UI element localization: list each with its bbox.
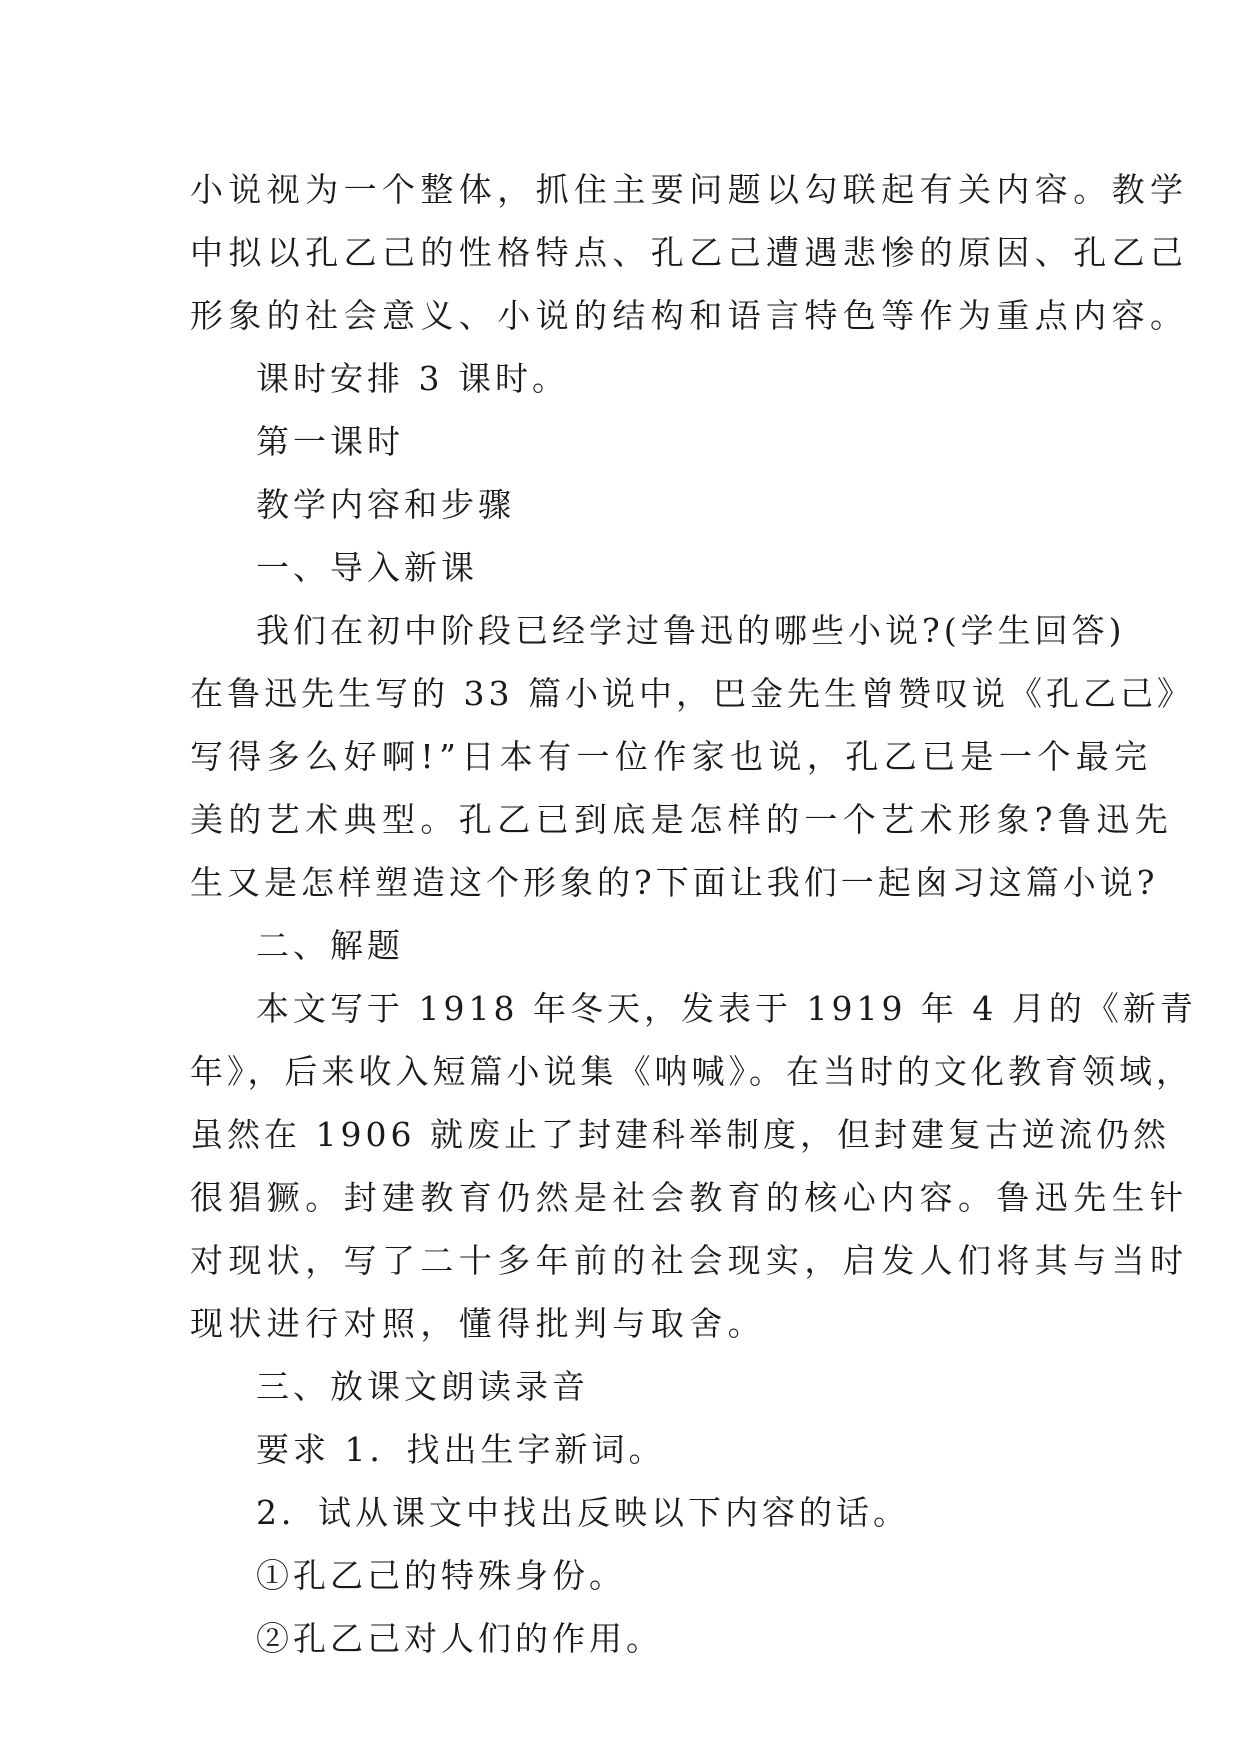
section-heading: 二、解题 <box>256 926 404 965</box>
list-item: ①孔乙己的特殊身份。 <box>256 1556 626 1595</box>
text-line: 美的艺术典型。孔乙已到底是怎样的一个艺术形象?鲁迅先 <box>190 800 1174 839</box>
list-item: ②孔乙己对人们的作用。 <box>256 1619 663 1658</box>
text-line: 中拟以孔乙己的性格特点、孔乙己遭遇悲惨的原因、孔乙己 <box>190 233 1189 272</box>
text-line: 对现状，写了二十多年前的社会现实，启发人们将其与当时 <box>190 1241 1189 1280</box>
section-heading: 教学内容和步骤 <box>256 485 515 524</box>
text-line: 要求 1．找出生字新词。 <box>256 1430 666 1469</box>
text-line: 2．试从课文中找出反映以下内容的话。 <box>256 1493 910 1532</box>
text-line: 虽然在 1906 就废止了封建科举制度，但封建复古逆流仍然 <box>190 1115 1170 1154</box>
text-line: 在鲁迅先生写的 33 篇小说中，巴金先生曾赞叹说《孔乙己》 <box>190 674 1194 713</box>
section-heading: 三、放课文朗读录音 <box>256 1367 589 1406</box>
body-text <box>190 158 1197 1670</box>
text-line: 小说视为一个整体，抓住主要问题以勾联起有关内容。教学 <box>190 170 1189 209</box>
text-line: 写得多么好啊!”日本有一位作家也说，孔乙已是一个最完 <box>190 737 1153 776</box>
text-line: 很猖獗。封建教育仍然是社会教育的核心内容。鲁迅先生针 <box>190 1178 1189 1217</box>
section-heading: 一、导入新课 <box>256 548 478 587</box>
section-heading: 第一课时 <box>256 422 404 461</box>
text-line: 现状进行对照，懂得批判与取舍。 <box>190 1304 766 1343</box>
text-line: 我们在初中阶段已经学过鲁迅的哪些小说?(学生回答) <box>256 611 1126 650</box>
text-line: 形象的社会意义、小说的结构和语言特色等作为重点内容。 <box>190 296 1189 335</box>
text-line: 生又是怎样塑造这个形象的?下面让我们一起囪习这篇小说? <box>190 863 1159 902</box>
text-line: 年》，后来收入短篇小说集《呐喊》。在当时的文化教育领域， <box>190 1052 1193 1091</box>
text-line: 课时安排 3 课时。 <box>256 359 569 398</box>
text-line: 本文写于 1918 年冬天，发表于 1919 年 4 月的《新青 <box>256 989 1197 1028</box>
